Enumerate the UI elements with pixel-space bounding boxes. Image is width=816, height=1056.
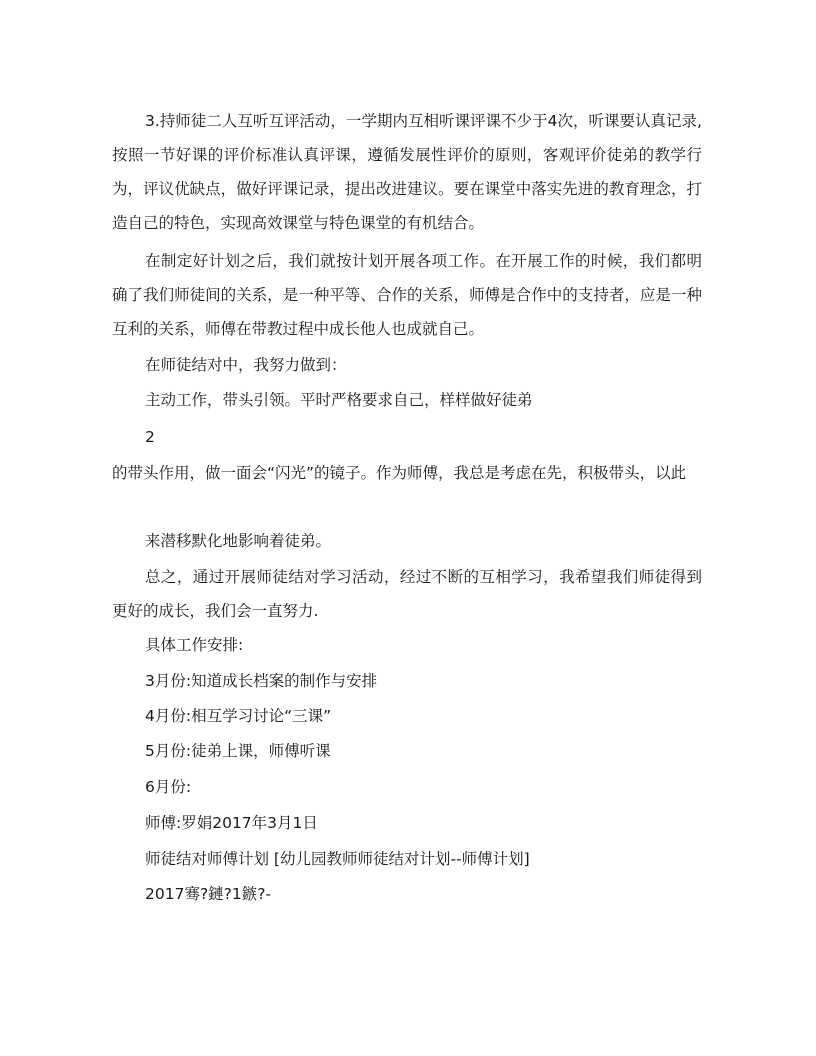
page-number: 2 bbox=[145, 428, 155, 446]
schedule-item-may: 5月份:徒弟上课，师傅听课 bbox=[145, 742, 331, 760]
schedule-heading: 具体工作安排: bbox=[145, 636, 244, 654]
signature-line: 师傅:罗娟2017年3月1日 bbox=[145, 814, 318, 832]
paragraph-lead-work: 主动工作，带头引领。平时严格要求自己，样样做好徒弟 bbox=[145, 391, 533, 409]
schedule-item-march: 3月份:知道成长档案的制作与安排 bbox=[145, 672, 378, 690]
paragraph-plan-execution: 在制定好计划之后，我们就按计划开展各项工作。在开展工作的时候，我们都明确了我们师徒间的关系，是一种平等、合作的关系，师傅是合作中的支持者，应是一种互利的关系，师傅在带教过程中成长他人也成就自己。 bbox=[112, 252, 702, 338]
paragraph-efforts-intro: 在师徒结对中，我努力做到： bbox=[145, 356, 347, 374]
paragraph-mirror-role: 的带头作用，做一面会“闪光”的镜子。作为师傅，我总是考虑在先，积极带头，以此 bbox=[112, 464, 687, 482]
garbled-date-line: 2017骞?鏈?1鏃?- bbox=[145, 885, 272, 903]
paragraph-mutual-evaluation: 3.持师徒二人互听互评活动，一学期内互相听课评课不少于4次，听课要认真记录,按照一节好课的评价标准认真评课，遵循发展性评价的原则，客观评价徒弟的教学行为，评议优缺点，做好评课记录，提出改进建议。要在课堂中落实先进的教育理念，打造自己的特色，实现高效课堂与特色课堂的有机结合。 bbox=[112, 112, 702, 232]
paragraph-influence: 来潜移默化地影响着徒弟。 bbox=[145, 532, 332, 550]
document-title-line: 师徒结对师傅计划 [幼儿园教师师徒结对计划--师傅计划] bbox=[145, 850, 530, 868]
schedule-item-april: 4月份:相互学习讨论“三课” bbox=[145, 707, 332, 725]
schedule-item-june: 6月份: bbox=[145, 778, 192, 796]
paragraph-conclusion: 总之，通过开展师徒结对学习活动，经过不断的互相学习，我希望我们师徒得到更好的成长，我们会一直努力. bbox=[112, 568, 702, 620]
